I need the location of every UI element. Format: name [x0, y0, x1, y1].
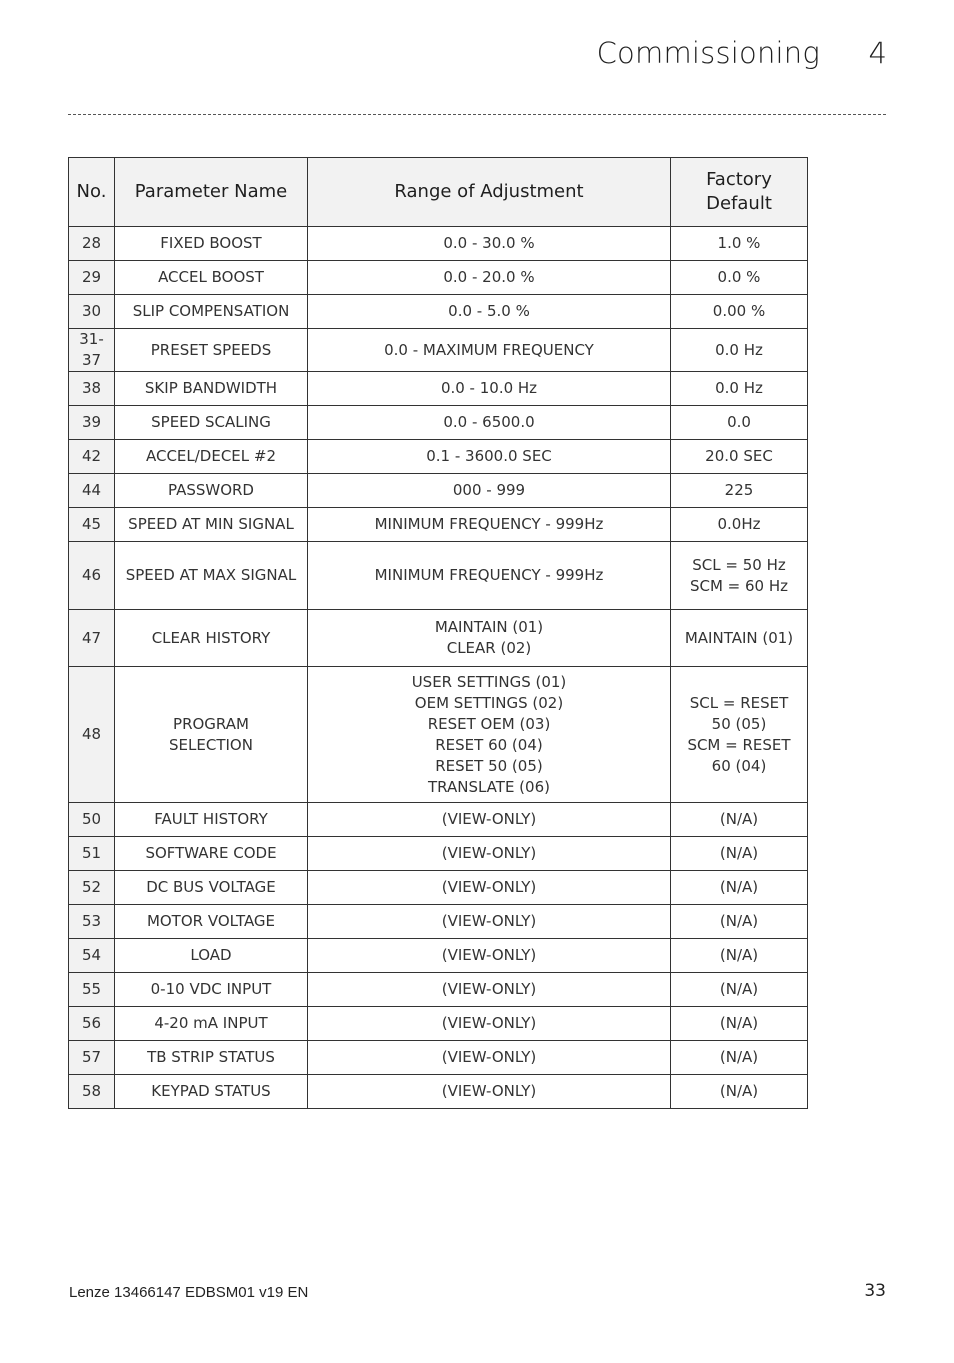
cell-parameter-number: 58: [69, 1075, 115, 1109]
table-row: [69, 542, 808, 610]
table-row: [69, 1007, 808, 1041]
cell-range-of-adjustment: 000 - 999: [308, 474, 671, 508]
cell-range-of-adjustment: (VIEW-ONLY): [308, 1075, 671, 1109]
cell-parameter-number: 52: [69, 871, 115, 905]
cell-parameter-name: SPEED SCALING: [115, 406, 308, 440]
cell-range-of-adjustment: 0.0 - MAXIMUM FREQUENCY: [308, 329, 671, 372]
table-row: [69, 474, 808, 508]
cell-parameter-name: SKIP BANDWIDTH: [115, 372, 308, 406]
cell-factory-default: (N/A): [671, 837, 808, 871]
cell-range-of-adjustment: 0.0 - 6500.0: [308, 406, 671, 440]
cell-parameter-number: 38: [69, 372, 115, 406]
cell-parameter-name: TB STRIP STATUS: [115, 1041, 308, 1075]
cell-parameter-number: 44: [69, 474, 115, 508]
cell-factory-default: (N/A): [671, 871, 808, 905]
cell-factory-default: 20.0 SEC: [671, 440, 808, 474]
table-row: [69, 837, 808, 871]
table-row: [69, 939, 808, 973]
cell-factory-default: (N/A): [671, 973, 808, 1007]
cell-factory-default: 0.0Hz: [671, 508, 808, 542]
cell-parameter-number: 46: [69, 542, 115, 610]
cell-factory-default: (N/A): [671, 939, 808, 973]
cell-range-of-adjustment: (VIEW-ONLY): [308, 1041, 671, 1075]
cell-parameter-number: 42: [69, 440, 115, 474]
page-header-title: Commissioning: [596, 36, 820, 70]
cell-parameter-number: 39: [69, 406, 115, 440]
cell-parameter-number: 53: [69, 905, 115, 939]
cell-parameter-number: 28: [69, 227, 115, 261]
cell-range-of-adjustment: (VIEW-ONLY): [308, 871, 671, 905]
table-row: [69, 227, 808, 261]
cell-factory-default: SCL = RESET 50 (05) SCM = RESET 60 (04): [671, 667, 808, 803]
table-row: [69, 1041, 808, 1075]
cell-factory-default: (N/A): [671, 1041, 808, 1075]
cell-parameter-number: 56: [69, 1007, 115, 1041]
cell-parameter-name: SPEED AT MIN SIGNAL: [115, 508, 308, 542]
table-row: [69, 667, 808, 803]
cell-parameter-name: ACCEL BOOST: [115, 261, 308, 295]
footer-document-id: Lenze 13466147 EDBSM01 v19 EN: [69, 1284, 309, 1301]
table-row: [69, 803, 808, 837]
table-row: [69, 372, 808, 406]
cell-parameter-number: 48: [69, 667, 115, 803]
cell-range-of-adjustment: USER SETTINGS (01) OEM SETTINGS (02) RESET OEM (03) RESET 60 (04) RESET 50 (05) TRANSLATE (06): [308, 667, 671, 803]
table-row: [69, 508, 808, 542]
column-header-parameter-name: Parameter Name: [115, 158, 308, 227]
cell-parameter-name: FAULT HISTORY: [115, 803, 308, 837]
cell-parameter-number: 51: [69, 837, 115, 871]
table-row: [69, 261, 808, 295]
cell-parameter-name: 0-10 VDC INPUT: [115, 973, 308, 1007]
cell-range-of-adjustment: MAINTAIN (01) CLEAR (02): [308, 610, 671, 667]
cell-range-of-adjustment: MINIMUM FREQUENCY - 999Hz: [308, 542, 671, 610]
page-number: 33: [864, 1281, 886, 1301]
column-header-factory-default: Factory Default: [671, 158, 808, 227]
cell-parameter-name: CLEAR HISTORY: [115, 610, 308, 667]
cell-parameter-name: DC BUS VOLTAGE: [115, 871, 308, 905]
table-row: [69, 973, 808, 1007]
cell-parameter-number: 29: [69, 261, 115, 295]
cell-factory-default: (N/A): [671, 905, 808, 939]
cell-parameter-number: 30: [69, 295, 115, 329]
cell-parameter-name: PASSWORD: [115, 474, 308, 508]
cell-parameter-name: ACCEL/DECEL #2: [115, 440, 308, 474]
cell-factory-default: 0.0 %: [671, 261, 808, 295]
table-row: [69, 440, 808, 474]
cell-parameter-number: 54: [69, 939, 115, 973]
cell-parameter-number: 45: [69, 508, 115, 542]
cell-factory-default: (N/A): [671, 1075, 808, 1109]
cell-range-of-adjustment: (VIEW-ONLY): [308, 973, 671, 1007]
cell-range-of-adjustment: 0.0 - 30.0 %: [308, 227, 671, 261]
cell-parameter-name: PROGRAM SELECTION: [115, 667, 308, 803]
cell-range-of-adjustment: 0.0 - 5.0 %: [308, 295, 671, 329]
cell-range-of-adjustment: (VIEW-ONLY): [308, 905, 671, 939]
table-row: [69, 1075, 808, 1109]
cell-parameter-name: 4-20 mA INPUT: [115, 1007, 308, 1041]
cell-parameter-name: LOAD: [115, 939, 308, 973]
cell-factory-default: (N/A): [671, 803, 808, 837]
table-row: [69, 329, 808, 372]
column-header-range: Range of Adjustment: [308, 158, 671, 227]
cell-factory-default: 0.00 %: [671, 295, 808, 329]
header-divider: [68, 114, 886, 115]
table-header-row: [69, 158, 808, 227]
cell-parameter-name: MOTOR VOLTAGE: [115, 905, 308, 939]
column-header-no: No.: [69, 158, 115, 227]
cell-range-of-adjustment: (VIEW-ONLY): [308, 803, 671, 837]
cell-factory-default: 1.0 %: [671, 227, 808, 261]
cell-range-of-adjustment: 0.0 - 20.0 %: [308, 261, 671, 295]
cell-parameter-name: SOFTWARE CODE: [115, 837, 308, 871]
parameter-table: [68, 157, 808, 1109]
cell-range-of-adjustment: 0.0 - 10.0 Hz: [308, 372, 671, 406]
table-row: [69, 295, 808, 329]
cell-parameter-name: SPEED AT MAX SIGNAL: [115, 542, 308, 610]
table-row: [69, 871, 808, 905]
cell-factory-default: SCL = 50 Hz SCM = 60 Hz: [671, 542, 808, 610]
table-row: [69, 406, 808, 440]
cell-parameter-number: 57: [69, 1041, 115, 1075]
cell-parameter-number: 31- 37: [69, 329, 115, 372]
cell-parameter-number: 50: [69, 803, 115, 837]
table-row: [69, 905, 808, 939]
cell-parameter-number: 55: [69, 973, 115, 1007]
cell-range-of-adjustment: MINIMUM FREQUENCY - 999Hz: [308, 508, 671, 542]
cell-parameter-name: SLIP COMPENSATION: [115, 295, 308, 329]
cell-factory-default: 225: [671, 474, 808, 508]
cell-parameter-name: FIXED BOOST: [115, 227, 308, 261]
cell-factory-default: 0.0 Hz: [671, 329, 808, 372]
cell-range-of-adjustment: (VIEW-ONLY): [308, 1007, 671, 1041]
cell-factory-default: (N/A): [671, 1007, 808, 1041]
chapter-number: 4: [868, 36, 887, 70]
cell-parameter-number: 47: [69, 610, 115, 667]
cell-factory-default: 0.0 Hz: [671, 372, 808, 406]
cell-range-of-adjustment: (VIEW-ONLY): [308, 837, 671, 871]
cell-parameter-name: PRESET SPEEDS: [115, 329, 308, 372]
cell-parameter-name: KEYPAD STATUS: [115, 1075, 308, 1109]
cell-factory-default: 0.0: [671, 406, 808, 440]
cell-range-of-adjustment: 0.1 - 3600.0 SEC: [308, 440, 671, 474]
table-row: [69, 610, 808, 667]
cell-range-of-adjustment: (VIEW-ONLY): [308, 939, 671, 973]
cell-factory-default: MAINTAIN (01): [671, 610, 808, 667]
